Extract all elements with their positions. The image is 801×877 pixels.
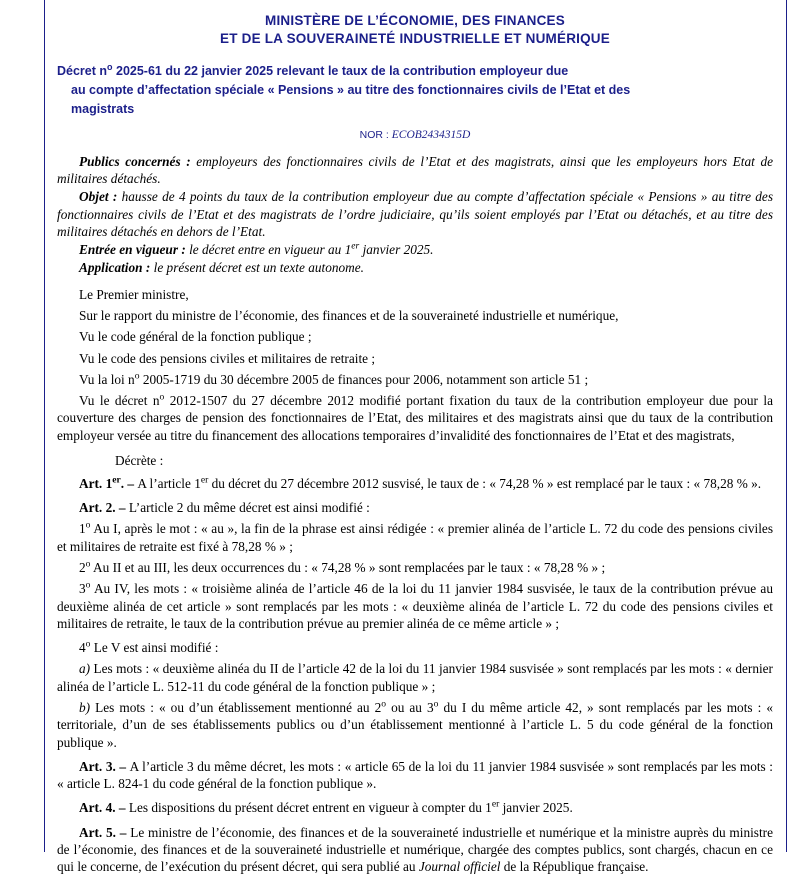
article-4-ordinal: er bbox=[491, 798, 500, 810]
article-2-item-4b-text2: ou au 3 bbox=[386, 700, 434, 715]
summary-entree-text: le décret entre en vigueur au 1 bbox=[185, 242, 352, 258]
article-5-text: Le ministre de l’économie, des finances et de la souveraineté industrielle et numérique et la ministre auprès du ministre de l’économie, des finances et de la souveraineté industrielle et numérique, chargée des comptes publics, sont chargés, chacun en ce qui le concerne, de l’exécution du présent décret, qui sera publié au bbox=[57, 824, 773, 875]
article-2-item-4 bbox=[57, 639, 773, 656]
article-2-item-4a bbox=[57, 660, 773, 695]
article-5-text2: de la République française. bbox=[500, 859, 649, 875]
nor-label: NOR : bbox=[359, 128, 389, 141]
article-2-item-1-number: 1 bbox=[79, 521, 86, 537]
preamble-prime-minister: Le Premier ministre, bbox=[79, 286, 189, 302]
article-2 bbox=[57, 499, 773, 516]
article-1-text2: du décret du 27 décembre 2012 susvisé, le taux de : « 74,28 % » est remplacé par le taux : « 78,28 % ». bbox=[208, 475, 762, 491]
document-content bbox=[57, 8, 773, 877]
article-3-label: Art. 3. – bbox=[79, 758, 130, 774]
article-5-label: Art. 5. – bbox=[79, 824, 131, 840]
preamble-vu-3-b: 2005-1719 du 30 décembre 2005 de finances pour 2006, notamment son article 51 ; bbox=[139, 371, 589, 387]
article-2-item-2-number: 2 bbox=[79, 560, 86, 576]
article-2-item-3-ordinal: o bbox=[85, 579, 91, 591]
summary-objet-label: Objet : bbox=[79, 189, 118, 205]
article-2-item-3-text: Au IV, les mots : « troisième alinéa de l’article 46 de la loi du 11 janvier 1984 susvisée, le taux de la contribution prévue au deuxième alinéa de cet article » sont remplacés par les mots : « deuxième alinéa de l’article L. 72 du code des pensions civiles et militaires de retraite, le taux de la contribution prévue au premier alinéa de ce même article » ; bbox=[57, 581, 773, 631]
preamble-vu-3 bbox=[57, 371, 773, 388]
ministry-heading-line2: ET DE LA SOUVERAINETÉ INDUSTRIELLE ET NUMÉRIQUE bbox=[220, 31, 610, 47]
article-3 bbox=[57, 758, 773, 793]
article-2-item-3 bbox=[57, 580, 773, 632]
decree-title-part2: 2025-61 du 22 janvier 2025 relevant le taux de la contribution employeur due bbox=[112, 64, 569, 79]
article-3-text: A l’article 3 du même décret, les mots : « article 65 de la loi du 11 janvier 1984 susvisée » sont remplacés par les mots : « article L. 824-1 du code général de la fonction publique ». bbox=[57, 758, 774, 792]
article-1-text: A l’article 1 bbox=[137, 475, 201, 491]
right-margin-rule bbox=[786, 0, 787, 852]
article-2-item-1-ordinal: o bbox=[85, 520, 91, 532]
article-2-item-4-ordinal: o bbox=[85, 638, 91, 650]
article-2-item-4b-ordinal-2: o bbox=[433, 698, 439, 710]
decree-number-ordinal: o bbox=[107, 62, 113, 73]
nor-line bbox=[57, 129, 773, 141]
article-4 bbox=[57, 799, 773, 816]
preamble-vu-1: Vu le code général de la fonction publique ; bbox=[79, 329, 312, 345]
decree-title bbox=[57, 62, 771, 118]
article-2-item-1 bbox=[57, 520, 773, 555]
article-2-item-4-text: Le V est ainsi modifié : bbox=[90, 640, 219, 656]
decree-title-part1: Décret n bbox=[57, 64, 108, 79]
article-5 bbox=[57, 824, 773, 876]
preamble-vu-4 bbox=[57, 392, 773, 444]
ministry-heading-line1: MINISTÈRE DE L’ÉCONOMIE, DES FINANCES bbox=[265, 13, 565, 28]
article-1-label-ordinal: er bbox=[112, 474, 121, 486]
article-2-item-4b bbox=[57, 699, 773, 751]
preamble-rapport: Sur le rapport du ministre de l’économie, des finances et de la souveraineté industrielle et numérique, bbox=[79, 307, 619, 323]
article-2-item-2 bbox=[57, 559, 773, 576]
article-2-item-2-ordinal: o bbox=[85, 558, 91, 570]
summary-entree-label: Entrée en vigueur : bbox=[79, 242, 186, 258]
summary-entree-vigueur bbox=[57, 241, 773, 258]
article-1-ref-ordinal: er bbox=[200, 474, 209, 486]
article-2-label: Art. 2. – bbox=[79, 500, 129, 516]
summary-publics-text: employeurs des fonctionnaires civils de l’Etat et des magistrats, ainsi que les employeurs hors Etat de militaires détachés. bbox=[57, 153, 773, 186]
decrete-line: Décrète : bbox=[115, 452, 164, 468]
summary-objet bbox=[57, 188, 773, 240]
decree-title-line2: au compte d’affectation spéciale « Pensions » au titre des fonctionnaires civils de l’Etat et des bbox=[71, 83, 631, 98]
summary-application bbox=[57, 259, 773, 276]
article-1-label: Art. 1 bbox=[79, 475, 113, 491]
left-margin-rule bbox=[44, 0, 45, 852]
article-1-dash: . – bbox=[120, 475, 138, 491]
decree-title-line3: magistrats bbox=[71, 101, 135, 116]
summary-application-text: le présent décret est un texte autonome. bbox=[150, 260, 364, 276]
summary-publics bbox=[57, 153, 773, 188]
summary-application-label: Application : bbox=[79, 260, 151, 276]
preamble-vu-2: Vu le code des pensions civiles et militaires de retraite ; bbox=[79, 350, 376, 366]
article-2-item-4b-text: Les mots : « ou d’un établissement mentionné au 2 bbox=[90, 700, 382, 715]
nor-value: ECOB2434315D bbox=[391, 128, 471, 141]
summary-publics-label: Publics concernés : bbox=[79, 153, 191, 169]
preamble-vu-3-a: Vu la loi n bbox=[79, 371, 135, 387]
article-2-item-4b-text3: du I du même article 42, » sont remplacés par les mots : « territoriale, d’un de ses établissements publics ou d’un établissement mentionné à l’article L. 5 du code général de la fonction publique ». bbox=[57, 700, 773, 750]
article-2-item-4b-label: b) bbox=[79, 700, 91, 715]
preamble-vu-3-ordinal: o bbox=[134, 370, 140, 382]
summary-objet-text: hausse de 4 points du taux de la contribution employeur due au compte d’affectation spéciale « Pensions » au titre des fonctionnaires civils de l’Etat et des magistrats de l’ordre judiciaire, qu’ils soient employés par l’Etat ou détachés, et au titre des militaires détachés en dehors de l’Etat. bbox=[57, 189, 774, 239]
article-2-item-3-number: 3 bbox=[79, 581, 86, 597]
article-4-text: Les dispositions du présent décret entrent en vigueur à compter du 1 bbox=[128, 800, 492, 816]
article-2-item-1-text: Au I, après le mot : « au », la fin de la phrase est ainsi rédigée : « premier alinéa de l’article L. 72 du code des pensions civiles et militaires de retraite est fixé à 78,28 % » ; bbox=[57, 521, 773, 554]
summary-entree-ordinal: er bbox=[351, 240, 360, 252]
article-4-text2: janvier 2025. bbox=[499, 800, 573, 816]
preamble-vu-4-ordinal: o bbox=[159, 391, 165, 403]
article-1 bbox=[57, 475, 773, 492]
summary-entree-text2: janvier 2025. bbox=[359, 242, 434, 258]
article-2-item-4-number: 4 bbox=[79, 640, 86, 656]
article-4-label: Art. 4. – bbox=[79, 800, 129, 816]
preamble-vu-4-b: 2012-1507 du 27 décembre 2012 modifié portant fixation du taux de la contribution employeur due pour la couverture des charges de pension des fonctionnaires de l’Etat, des militaires et des magistrats ainsi que du taux de la contribution employeur versée au titre du financement des allocations temporaires d’invalidité des fonctionnaires de l’Etat et des magistrats, bbox=[57, 393, 773, 443]
article-5-journal-officiel: Journal officiel bbox=[418, 859, 501, 875]
article-2-text: L’article 2 du même décret est ainsi modifié : bbox=[128, 500, 370, 516]
article-2-item-4a-label: a) bbox=[79, 661, 91, 677]
preamble-vu-4-a: Vu le décret n bbox=[79, 393, 160, 409]
article-2-item-4a-text: Les mots : « deuxième alinéa du II de l’article 42 de la loi du 11 janvier 1984 susvisée » sont remplacés par les mots : « dernier alinéa de l’article L. 512-11 du code général de la fonction publique » ; bbox=[57, 661, 773, 694]
article-2-item-2-text: Au II et au III, les deux occurrences du : « 74,28 % » sont remplacées par le taux : « 78,28 % » ; bbox=[90, 560, 606, 576]
article-2-item-4b-ordinal-1: o bbox=[381, 698, 387, 710]
ministry-heading bbox=[57, 12, 773, 48]
